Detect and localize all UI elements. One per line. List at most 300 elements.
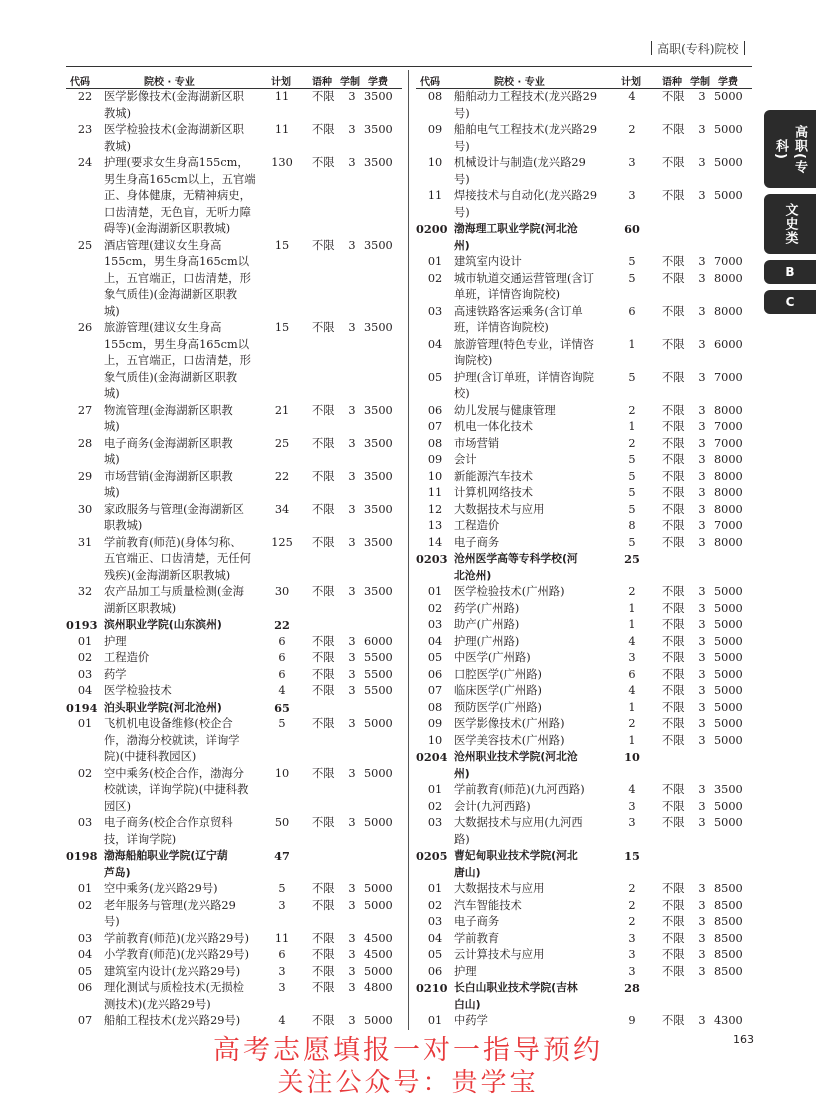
cell-plan: 5 <box>628 486 636 499</box>
major-name-line: 象气质佳)(金海湖新区职教 <box>104 370 238 384</box>
major-name-line: 上，五官端正，口齿清楚，形 <box>104 271 251 285</box>
major-row <box>66 634 402 651</box>
major-name-line: 飞机机电设备维修(校企合 <box>104 717 233 730</box>
cell-plan: 3 <box>628 189 636 202</box>
cell-code: 04 <box>77 684 93 697</box>
major-name-line: 护理(要求女生身高155cm， <box>104 156 249 169</box>
major-name-line: 班，详情咨询院校) <box>454 321 549 334</box>
school-name-line: 沧州职业技术学院(河北沧 <box>454 750 578 763</box>
cell-lang: 不限 <box>312 502 335 516</box>
major-row <box>416 881 752 898</box>
major-name-line: 云计算技术与应用 <box>454 948 545 961</box>
cell-plan: 3 <box>628 651 636 664</box>
cell-fee: 3500 <box>364 238 393 252</box>
cell-fee: 8500 <box>714 948 743 961</box>
cell-fee: 8000 <box>714 502 743 516</box>
cell-code: 27 <box>77 403 93 417</box>
cell-yrs: 3 <box>348 156 356 169</box>
cell-lang: 不限 <box>662 667 685 681</box>
cell-code: 11 <box>427 486 443 499</box>
cell-lang: 不限 <box>312 123 335 136</box>
major-name-line: 号) <box>454 139 470 153</box>
major-row <box>66 931 402 948</box>
major-row <box>66 964 402 981</box>
cell-code: 04 <box>427 931 443 945</box>
cell-yrs: 3 <box>698 700 706 714</box>
header-plan: 计划 <box>271 77 291 88</box>
cell-fee: 5000 <box>714 618 743 631</box>
cell-plan: 1 <box>628 337 636 351</box>
major-name-line: 计算机网络技术 <box>454 486 534 499</box>
cell-fee: 7000 <box>714 420 743 433</box>
major-name-line: 学前教育(师范)(九河西路) <box>454 783 585 796</box>
major-name-line: 象气质佳)(金海湖新区职教 <box>104 288 238 301</box>
major-name-line: 城市轨道交通运营管理(含订 <box>454 271 594 285</box>
school-name-line: 北沧州) <box>454 568 492 582</box>
cell-fee: 6000 <box>364 634 393 648</box>
cell-lang: 不限 <box>662 931 685 945</box>
cell-fee: 8000 <box>714 486 743 499</box>
major-row <box>416 271 752 304</box>
major-row <box>416 782 752 799</box>
major-name-line: 工程造价 <box>104 651 150 664</box>
major-row <box>66 947 402 964</box>
major-name-line: 理化测试与质检技术(无损检 <box>104 981 244 994</box>
cell-plan: 3 <box>278 981 286 994</box>
cell-lang: 不限 <box>312 436 335 450</box>
cell-yrs: 3 <box>698 634 706 648</box>
major-name-line: 建筑室内设计 <box>454 255 522 268</box>
major-name-line: 市场营销 <box>454 436 500 450</box>
major-name-line: 新能源汽车技术 <box>454 469 534 483</box>
major-name-line: 号) <box>454 106 470 120</box>
cell-lang: 不限 <box>662 189 685 202</box>
major-row <box>416 617 752 634</box>
major-name-line: 校就读，详询学院)(中捷科教 <box>104 783 249 796</box>
cell-fee: 5000 <box>714 651 743 664</box>
cell-plan: 3 <box>628 156 636 169</box>
cell-code: 0204 <box>416 750 448 764</box>
major-row <box>66 667 402 684</box>
cell-lang: 不限 <box>662 783 685 796</box>
cell-fee: 3500 <box>714 783 743 796</box>
school-name-line: 渤海船舶职业学院(辽宁葫 <box>104 849 228 862</box>
cell-fee: 6000 <box>714 337 743 351</box>
cell-plan: 6 <box>628 667 636 681</box>
cell-plan: 1 <box>628 733 636 747</box>
major-name-line: 空中乘务(龙兴路29号) <box>104 882 218 895</box>
cell-fee: 5000 <box>364 882 393 895</box>
major-name-line: 预防医学(广州路) <box>454 700 542 714</box>
cell-yrs: 3 <box>698 370 706 384</box>
major-name-line: 高速铁路客运乘务(含订单 <box>454 304 583 318</box>
major-row <box>416 931 752 948</box>
cell-yrs: 3 <box>698 948 706 961</box>
major-row <box>66 881 402 898</box>
cell-plan: 5 <box>278 882 286 895</box>
cell-lang: 不限 <box>312 585 335 598</box>
cell-plan: 47 <box>274 849 290 863</box>
major-name-line: 建筑室内设计(龙兴路29号) <box>104 964 241 978</box>
cell-plan: 2 <box>628 882 636 895</box>
cell-plan: 2 <box>628 403 636 417</box>
cell-yrs: 3 <box>698 271 706 285</box>
cell-lang: 不限 <box>662 436 685 450</box>
major-name-line: 旅游管理(建议女生身高 <box>104 321 222 334</box>
school-row <box>416 221 752 254</box>
cell-plan: 2 <box>628 436 636 450</box>
cell-plan: 50 <box>274 816 290 829</box>
cell-code: 14 <box>427 535 443 549</box>
cell-plan: 4 <box>628 783 636 796</box>
side-tab-liberal-arts: 文史类 <box>764 194 816 254</box>
cell-lang: 不限 <box>662 123 685 136</box>
cell-lang: 不限 <box>662 486 685 499</box>
cell-fee: 8000 <box>714 469 743 483</box>
cell-yrs: 3 <box>698 502 706 516</box>
major-row <box>66 469 402 502</box>
major-row <box>416 799 752 816</box>
major-name-line: 农产品加工与质量检测(金海 <box>104 585 244 598</box>
cell-lang: 不限 <box>662 271 685 285</box>
cell-fee: 8500 <box>714 931 743 945</box>
cell-plan: 60 <box>624 222 640 236</box>
cell-lang: 不限 <box>662 469 685 483</box>
cell-lang: 不限 <box>662 882 685 895</box>
school-row <box>416 749 752 782</box>
major-name-line: 电子商务 <box>454 535 500 549</box>
major-name-line: 号) <box>454 172 470 186</box>
cell-plan: 1 <box>628 420 636 433</box>
major-row <box>66 89 402 122</box>
cell-code: 0200 <box>416 222 448 236</box>
cell-code: 06 <box>427 667 443 681</box>
cell-lang: 不限 <box>312 238 335 252</box>
cell-code: 0205 <box>416 849 448 863</box>
major-name-line: 护理(含订单班，详情咨询院 <box>454 370 594 384</box>
major-name-line: 医学检验技术(金海湖新区职 <box>104 123 244 136</box>
cell-fee: 3500 <box>364 123 393 136</box>
cell-lang: 不限 <box>312 964 335 978</box>
major-name-line: 园区) <box>104 799 132 813</box>
cell-code: 09 <box>427 123 443 136</box>
cell-plan: 1 <box>628 618 636 631</box>
cell-plan: 2 <box>628 898 636 912</box>
cell-fee: 5000 <box>714 123 743 136</box>
cell-yrs: 3 <box>348 766 356 780</box>
school-name-line: 州) <box>454 238 470 252</box>
major-row <box>416 419 752 436</box>
cell-fee: 5000 <box>714 733 743 747</box>
side-tab-c: C <box>764 290 816 314</box>
cell-code: 01 <box>427 783 443 796</box>
major-row <box>66 766 402 816</box>
header-name: 院校 · 专业 <box>144 77 195 88</box>
cell-yrs: 3 <box>348 816 356 829</box>
cell-fee: 5000 <box>364 816 393 829</box>
cell-plan: 125 <box>271 535 293 549</box>
cell-lang: 不限 <box>662 799 685 813</box>
cell-fee: 4800 <box>364 981 393 994</box>
cell-plan: 4 <box>278 1014 286 1027</box>
major-row <box>66 502 402 535</box>
cell-plan: 11 <box>274 90 290 103</box>
cell-code: 02 <box>427 799 443 813</box>
cell-yrs: 3 <box>698 403 706 417</box>
header-section-title: 高职(专科)院校 <box>657 42 739 56</box>
cell-yrs: 3 <box>348 667 356 681</box>
cell-fee: 5000 <box>364 964 393 978</box>
cell-yrs: 3 <box>348 436 356 450</box>
cell-yrs: 3 <box>348 502 356 516</box>
cell-lang: 不限 <box>312 981 335 994</box>
cell-plan: 4 <box>628 90 636 103</box>
cell-fee: 8000 <box>714 403 743 417</box>
major-name-line: 医学美容技术(广州路) <box>454 733 565 747</box>
major-name-line: 城) <box>104 420 120 433</box>
major-name-line: 护理 <box>454 964 477 978</box>
cell-yrs: 3 <box>348 469 356 483</box>
left-table-body <box>66 89 402 1030</box>
cell-code: 07 <box>427 684 443 697</box>
major-name-line: 教城) <box>104 106 132 120</box>
cell-lang: 不限 <box>312 882 335 895</box>
major-name-line: 旅游管理(特色专业，详情咨 <box>454 337 594 351</box>
major-name-line: 会计(九河西路) <box>454 799 531 813</box>
cell-yrs: 3 <box>698 667 706 681</box>
cell-fee: 5000 <box>714 585 743 598</box>
right-column-header <box>416 70 752 89</box>
major-name-line: 家政服务与管理(金海湖新区 <box>104 502 244 516</box>
major-name-line: 中医学(广州路) <box>454 651 531 664</box>
right-column <box>416 70 752 1030</box>
cell-lang: 不限 <box>662 618 685 631</box>
cell-yrs: 3 <box>698 519 706 532</box>
cell-plan: 8 <box>628 519 636 532</box>
major-row <box>416 898 752 915</box>
cell-fee: 3500 <box>364 502 393 516</box>
cell-code: 03 <box>427 304 443 318</box>
major-name-line: 机电一体化技术 <box>454 420 534 433</box>
major-name-line: 药学 <box>104 667 127 681</box>
cell-plan: 6 <box>628 304 636 318</box>
cell-code: 01 <box>427 882 443 895</box>
major-name-line: 路) <box>454 832 470 846</box>
cell-code: 02 <box>77 766 93 780</box>
cell-code: 06 <box>427 964 443 978</box>
major-name-line: 老年服务与管理(龙兴路29 <box>104 898 236 912</box>
cell-code: 05 <box>427 651 443 664</box>
major-row <box>416 815 752 848</box>
cell-plan: 5 <box>628 502 636 516</box>
cell-lang: 不限 <box>312 816 335 829</box>
cell-code: 13 <box>427 519 443 532</box>
cell-fee: 5500 <box>364 651 393 664</box>
header-code: 代码 <box>420 77 440 88</box>
cell-code: 28 <box>77 436 93 450</box>
cell-code: 02 <box>427 898 443 912</box>
cell-fee: 3500 <box>364 90 393 103</box>
cell-yrs: 3 <box>698 799 706 813</box>
header-code: 代码 <box>70 77 90 88</box>
cell-code: 30 <box>77 502 93 516</box>
cell-plan: 130 <box>271 156 293 169</box>
cell-code: 0193 <box>66 618 98 632</box>
watermark-line-2: 关注公众号：贵学宝 <box>277 1068 539 1098</box>
cell-yrs: 3 <box>348 717 356 730</box>
cell-yrs: 3 <box>698 90 706 103</box>
school-name-line: 渤海理工职业学院(河北沧 <box>454 222 578 235</box>
major-name-line: 城) <box>104 387 120 400</box>
cell-code: 02 <box>427 601 443 615</box>
cell-lang: 不限 <box>312 90 335 103</box>
major-name-line: 船舶动力工程技术(龙兴路29 <box>454 90 598 103</box>
header-bar-left <box>651 41 653 55</box>
cell-code: 22 <box>77 90 93 103</box>
school-row <box>416 848 752 881</box>
cell-fee: 5000 <box>714 717 743 730</box>
major-name-line: 校) <box>454 387 470 400</box>
major-row <box>416 370 752 403</box>
cell-lang: 不限 <box>662 700 685 714</box>
major-row <box>66 403 402 436</box>
cell-fee: 5000 <box>364 1014 393 1027</box>
cell-plan: 4 <box>628 684 636 697</box>
cell-lang: 不限 <box>312 684 335 697</box>
cell-yrs: 3 <box>698 156 706 169</box>
cell-lang: 不限 <box>662 403 685 417</box>
school-name-line: 滨州职业学院(山东滨州) <box>104 618 222 631</box>
cell-code: 12 <box>427 502 443 516</box>
cell-yrs: 3 <box>348 898 356 912</box>
cell-code: 03 <box>77 816 93 829</box>
cell-yrs: 3 <box>348 585 356 598</box>
cell-lang: 不限 <box>312 931 335 945</box>
cell-plan: 25 <box>624 552 640 566</box>
cell-yrs: 3 <box>698 931 706 945</box>
cell-plan: 25 <box>274 436 290 450</box>
side-tab-b: B <box>764 260 816 284</box>
major-name-line: 上，五官端正，口齿清楚，形 <box>104 354 251 367</box>
cell-lang: 不限 <box>662 964 685 978</box>
side-tab-vocational: 高职(专科) <box>764 110 816 188</box>
school-name-line: 曹妃甸职业技术学院(河北 <box>454 849 578 862</box>
cell-fee: 7000 <box>714 519 743 532</box>
header-lang: 语种 <box>312 77 332 88</box>
header-name: 院校 · 专业 <box>494 77 545 88</box>
cell-plan: 15 <box>274 321 290 334</box>
cell-code: 11 <box>427 189 443 202</box>
cell-lang: 不限 <box>662 733 685 747</box>
cell-code: 08 <box>427 436 443 450</box>
major-name-line: 技，详询学院) <box>104 832 177 846</box>
major-name-line: 医学影像技术(广州路) <box>454 717 565 730</box>
major-name-line: 男生身高165cm以上，五官端 <box>104 172 256 186</box>
major-row <box>66 320 402 403</box>
cell-lang: 不限 <box>662 156 685 169</box>
major-name-line: 口腔医学(广州路) <box>454 667 542 681</box>
cell-fee: 8500 <box>714 898 743 912</box>
cell-plan: 28 <box>624 981 640 995</box>
column-divider <box>408 70 409 1030</box>
major-row <box>66 584 402 617</box>
cell-lang: 不限 <box>312 156 335 169</box>
cell-lang: 不限 <box>662 651 685 664</box>
cell-yrs: 3 <box>698 189 706 202</box>
major-name-line: 助产(广州路) <box>454 618 520 631</box>
cell-fee: 3500 <box>364 156 393 169</box>
major-name-line: 市场营销(金海湖新区职教 <box>104 469 233 483</box>
major-row <box>416 403 752 420</box>
major-name-line: 医学检验技术(广州路) <box>454 585 565 598</box>
cell-plan: 11 <box>274 123 290 136</box>
cell-yrs: 3 <box>348 931 356 945</box>
cell-yrs: 3 <box>698 898 706 912</box>
cell-yrs: 3 <box>698 601 706 615</box>
cell-yrs: 3 <box>348 90 356 103</box>
major-name-line: 口齿清楚，无色盲，无听力障 <box>104 205 251 219</box>
cell-fee: 4500 <box>364 948 393 961</box>
cell-fee: 3500 <box>364 436 393 450</box>
major-name-line: 询院校) <box>454 354 493 367</box>
cell-code: 26 <box>77 321 93 334</box>
major-row <box>66 650 402 667</box>
major-name-line: 155cm，男生身高165cm以 <box>104 337 249 351</box>
cell-fee: 4300 <box>714 1014 743 1027</box>
major-name-line: 机械设计与制造(龙兴路29 <box>454 156 586 169</box>
major-name-line: 大数据技术与应用 <box>454 882 545 895</box>
cell-fee: 5000 <box>714 700 743 714</box>
cell-fee: 3500 <box>364 469 393 483</box>
cell-yrs: 3 <box>348 321 356 334</box>
cell-lang: 不限 <box>662 519 685 532</box>
cell-lang: 不限 <box>312 898 335 912</box>
major-row <box>416 188 752 221</box>
cell-fee: 5000 <box>714 799 743 813</box>
cell-code: 32 <box>77 585 93 598</box>
cell-yrs: 3 <box>348 964 356 978</box>
watermark-line-1: 高考志愿填报一对一指导预约 <box>213 1035 603 1066</box>
major-name-line: 学前教育 <box>454 931 500 945</box>
major-row <box>66 238 402 321</box>
cell-plan: 30 <box>274 585 290 598</box>
cell-fee: 7000 <box>714 436 743 450</box>
school-name-line: 泊头职业学院(河北沧州) <box>104 700 222 714</box>
cell-code: 02 <box>427 271 443 285</box>
cell-plan: 6 <box>278 948 286 961</box>
cell-code: 03 <box>77 931 93 945</box>
cell-yrs: 3 <box>348 882 356 895</box>
cell-yrs: 3 <box>698 337 706 351</box>
cell-yrs: 3 <box>698 816 706 829</box>
cell-code: 0198 <box>66 849 98 863</box>
cell-code: 06 <box>77 981 93 994</box>
cell-yrs: 3 <box>698 733 706 747</box>
cell-plan: 21 <box>274 403 290 417</box>
cell-yrs: 3 <box>698 1014 706 1027</box>
cell-code: 0210 <box>416 981 448 995</box>
cell-plan: 2 <box>628 717 636 730</box>
cell-lang: 不限 <box>662 304 685 318</box>
major-name-line: 汽车智能技术 <box>454 898 522 912</box>
school-row <box>416 551 752 584</box>
cell-lang: 不限 <box>312 535 335 549</box>
major-name-line: 城) <box>104 304 120 318</box>
cell-fee: 5000 <box>714 90 743 103</box>
cell-plan: 1 <box>628 700 636 714</box>
cell-code: 09 <box>427 717 443 730</box>
cell-lang: 不限 <box>312 469 335 483</box>
